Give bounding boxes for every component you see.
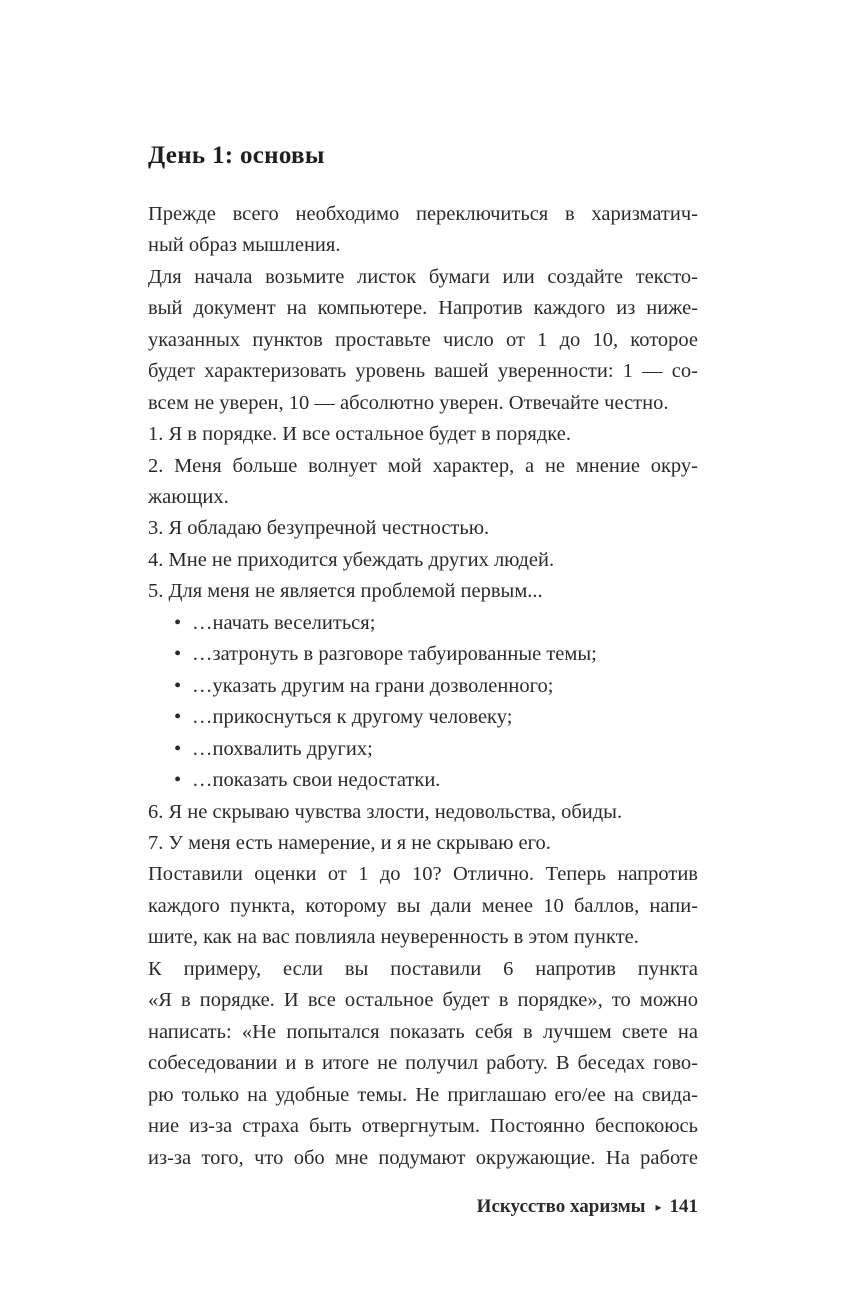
list-item-1: 1. Я в порядке. И все остальное будет в порядке. — [148, 423, 571, 445]
bullet-item — [174, 608, 375, 639]
list-item-2: 2. Меня больше волнует мой характер, а не мнение окру- — [148, 455, 698, 477]
text-line: К примеру, если вы поставили 6 напротив пункта — [148, 958, 698, 980]
text-line: Прежде всего необходимо переключиться в харизматич- — [148, 203, 698, 225]
list-item-6: 6. Я не скрываю чувства злости, недовольства, обиды. — [148, 801, 623, 823]
text-line: из-за того, что обо мне подумают окружающие. На работе — [148, 1147, 698, 1169]
text-line: всем не уверен, 10 — абсолютно уверен. Отвечайте честно. — [148, 392, 669, 414]
list-item-4: 4. Мне не приходится убеждать других людей. — [148, 549, 555, 571]
bullet-marker: • — [174, 612, 182, 634]
text-line: будет характеризовать уровень вашей уверенности: 1 — со- — [148, 360, 698, 382]
bullet-item — [174, 671, 553, 702]
text-line: указанных пунктов проставьте число от 1 до 10, которое — [148, 329, 698, 351]
bullet-text: …прикоснуться к другому человеку; — [192, 706, 513, 728]
text-line: Поставили оценки от 1 до 10? Отлично. Теперь напротив — [148, 863, 698, 885]
bullet-text: …указать другим на грани дозволенного; — [192, 675, 554, 697]
section-heading: День 1: основы — [148, 142, 325, 169]
bullet-item — [174, 765, 440, 796]
text-line: собеседовании и в итоге не получил работу. В беседах гово- — [148, 1052, 698, 1074]
bullet-text: …показать свои недостатки. — [192, 769, 441, 791]
list-item-3: 3. Я обладаю безупречной честностью. — [148, 517, 490, 539]
bullet-marker: • — [174, 738, 182, 760]
bullet-item — [174, 734, 373, 765]
bullet-text: …похвалить других; — [192, 738, 373, 760]
bullet-text: …начать веселиться; — [192, 612, 376, 634]
list-item-2-cont: жающих. — [148, 486, 229, 508]
triangle-right-icon: ▸ — [655, 1200, 662, 1214]
bullet-marker: • — [174, 769, 182, 791]
text-line: каждого пункта, которому вы дали менее 10 баллов, напи- — [148, 895, 698, 917]
text-line: написать: «Не попытался показать себя в лучшем свете на — [148, 1021, 698, 1043]
bullet-item — [174, 702, 512, 733]
text-line: Для начала возьмите листок бумаги или создайте тексто- — [148, 266, 698, 288]
text-line: «Я в порядке. И все остальное будет в порядке», то можно — [148, 989, 698, 1011]
text-line: шите, как на вас повлияла неуверенность в этом пункте. — [148, 926, 639, 948]
text-line: рю только на удобные темы. Не приглашаю его/ее на свида- — [148, 1084, 698, 1106]
list-item-7: 7. У меня есть намерение, и я не скрываю его. — [148, 832, 551, 854]
text-line: ный образ мышления. — [148, 234, 341, 256]
bullet-marker: • — [174, 675, 182, 697]
page-number: 141 — [669, 1196, 698, 1217]
running-footer — [148, 1192, 698, 1222]
book-title: Искусство харизмы — [476, 1196, 646, 1217]
bullet-item — [174, 639, 597, 670]
list-item-5: 5. Для меня не является проблемой первым... — [148, 580, 543, 602]
text-line: ние из-за страха быть отвергнутым. Постоянно беспокоюсь — [148, 1115, 698, 1137]
bullet-marker: • — [174, 643, 182, 665]
bullet-text: …затронуть в разговоре табуированные темы; — [192, 643, 597, 665]
bullet-marker: • — [174, 706, 182, 728]
text-line: вый документ на компьютере. Напротив каждого из ниже- — [148, 297, 698, 319]
